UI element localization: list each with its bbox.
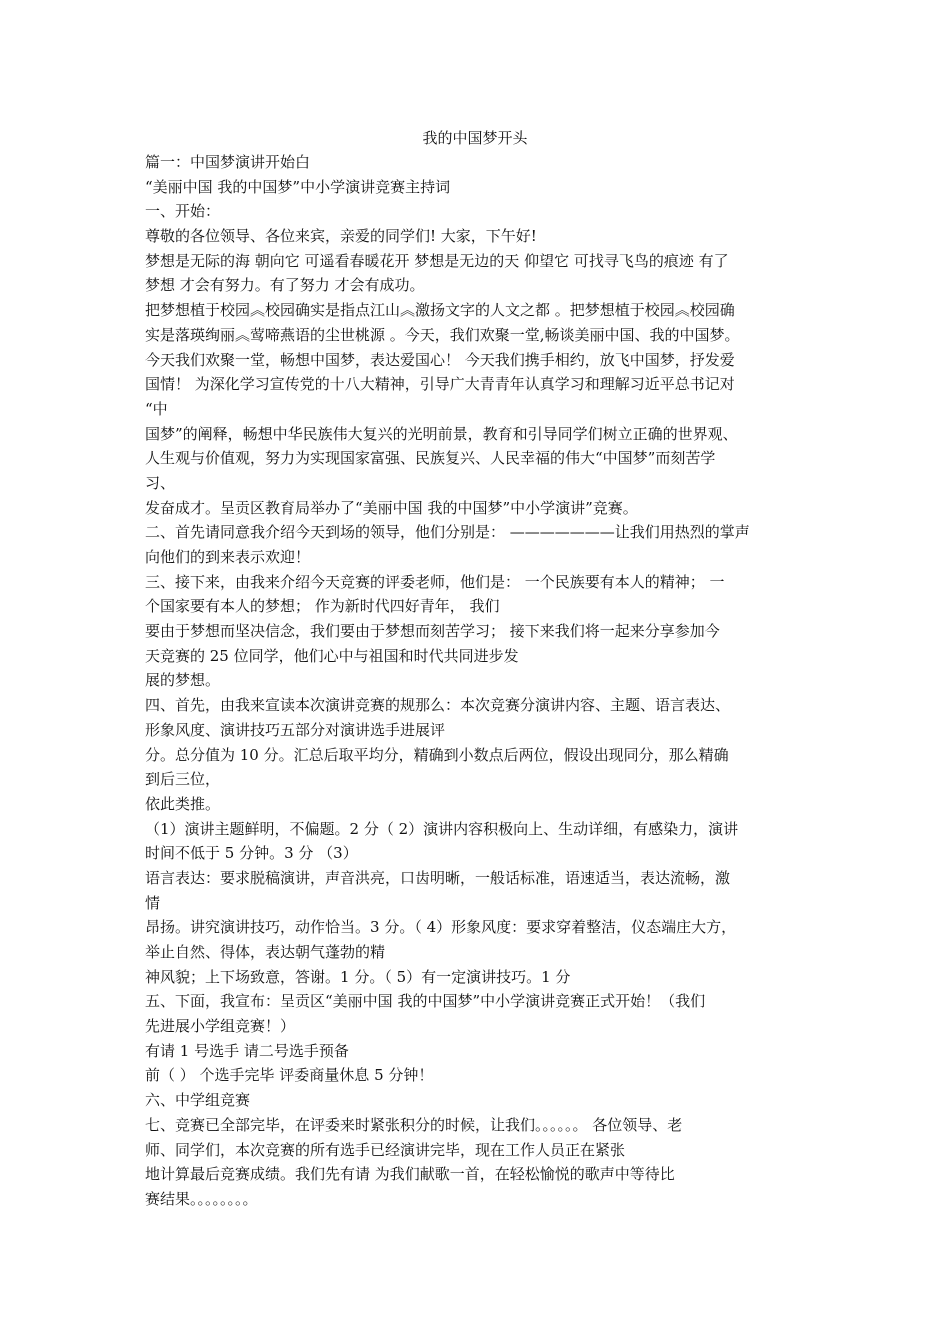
- text-line: 神风貌；上下场致意，答谢。1 分。（ 5）有一定演讲技巧。1 分: [145, 967, 571, 986]
- text-line: 到后三位，: [145, 770, 221, 789]
- text-line: 个国家要有本人的梦想； 作为新时代四好青年， 我们: [145, 597, 500, 616]
- text-line: 尊敬的各位领导、各位来宾，亲爱的同学们! 大家，下午好!: [145, 227, 537, 246]
- text-line: 举止自然、得体，表达朝气蓬勃的精: [145, 943, 386, 961]
- text-line: 前（ ） 个选手完毕 评委商量休息 5 分钟！: [145, 1066, 434, 1085]
- text-line: 有请 1 号选手 请二号选手预备: [145, 1041, 349, 1060]
- text-line: 人生观与价值观，努力为实现国家富强、民族复兴、人民幸福的伟大“中国梦”而刻苦学: [145, 449, 716, 468]
- document-body: [145, 150, 815, 1212]
- text-line: 梦想是无际的海 朝向它 可遥看春暖花开 梦想是无边的天 仰望它 可找寻飞鸟的痕迹 有了: [145, 251, 729, 270]
- text-line: 情: [145, 893, 161, 912]
- text-line: 梦想 才会有努力。有了努力 才会有成功。: [145, 276, 425, 295]
- text-line: 把梦想植于校园︽校园确实是指点江山︽激扬文字的人文之都 。把梦想植于校园︽校园确: [145, 301, 735, 320]
- text-line: 国梦”的阐释，畅想中华民族伟大复兴的光明前景，教育和引导同学们树立正确的世界观、: [145, 424, 738, 443]
- text-line: 七、竞赛已全部完毕，在评委来时紧张积分的时候，让我们。。。。。。 各位领导、老: [145, 1115, 683, 1134]
- text-line: 形象风度、演讲技巧五部分对演讲选手进展评: [145, 720, 446, 739]
- text-line: 六、中学组竞赛: [145, 1091, 251, 1110]
- text-line: 分。总分值为 10 分。汇总后取平均分，精确到小数点后两位，假设出现同分，那么精确: [145, 745, 729, 764]
- text-line: 国情！ 为深化学习宣传党的十八大精神，引导广大青青年认真学习和理解习近平总书记对: [145, 375, 735, 394]
- text-line: （1）演讲主题鲜明，不偏题。2 分（ 2）演讲内容积极向上、生动详细，有感染力，演讲: [145, 819, 739, 838]
- text-line: 今天我们欢聚一堂，畅想中国梦，表达爱国心！ 今天我们携手相约，放飞中国梦，抒发爱: [145, 350, 735, 369]
- text-line: 展的梦想。: [145, 671, 221, 690]
- text-line: 四、首先，由我来宣读本次演讲竞赛的规那么：本次竞赛分演讲内容、主题、语言表达、: [145, 696, 731, 715]
- text-line: 二、首先请同意我介绍今天到场的领导，他们分别是： ———————让我们用热烈的掌声: [145, 523, 750, 542]
- text-line: 昂扬。讲究演讲技巧，动作恰当。3 分。（ 4）形象风度：要求穿着整洁，仪态端庄大方，: [145, 918, 737, 937]
- text-line: 要由于梦想而坚决信念，我们要由于梦想而刻苦学习； 接下来我们将一起来分享参加今: [145, 622, 720, 641]
- text-line: 依此类推。: [145, 794, 221, 813]
- text-line: 天竞赛的 25 位同学，他们心中与祖国和时代共同进步发: [145, 646, 519, 665]
- text-line: 习、: [145, 473, 176, 492]
- text-line: 篇一：中国梦演讲开始白: [145, 153, 311, 171]
- text-line: 师、同学们，本次竞赛的所有选手已经演讲完毕，现在工作人员正在紧张: [145, 1140, 626, 1159]
- text-line: 地计算最后竞赛成绩。我们先有请 为我们献歌一首，在轻松愉悦的歌声中等待比: [145, 1165, 675, 1184]
- text-line: 三、接下来，由我来介绍今天竞赛的评委老师，他们是： 一个民族要有本人的精神； 一: [145, 572, 725, 591]
- text-line: 时间不低于 5 分钟。3 分 （3）: [145, 844, 358, 863]
- text-line: 语言表达：要求脱稿演讲，声音洪亮，口齿明晰，一般话标准，语速适当，表达流畅，激: [145, 868, 731, 887]
- text-line: 一、开始：: [145, 202, 221, 221]
- text-line: 赛结果。。。。。。。。: [145, 1189, 258, 1208]
- text-line: 先进展小学组竞赛！）: [145, 1017, 296, 1036]
- document-title: 我的中国梦开头: [422, 129, 528, 147]
- text-line: 向他们的到来表示欢迎！: [145, 548, 311, 566]
- text-line: “美丽中国 我的中国梦”中小学演讲竞赛主持词: [145, 177, 451, 196]
- text-line: 发奋成才。呈贡区教育局举办了“美丽中国 我的中国梦”中小学演讲”竞赛。: [145, 498, 638, 517]
- text-line: 实是落瑛绚丽︽莺啼燕语的尘世桃源 。今天，我们欢聚一堂,畅谈美丽中国、我的中国梦。: [145, 325, 740, 344]
- text-line: 五、下面，我宣布：呈贡区“美丽中国 我的中国梦”中小学演讲竞赛正式开始！（我们: [145, 992, 706, 1011]
- text-line: “中: [145, 399, 168, 418]
